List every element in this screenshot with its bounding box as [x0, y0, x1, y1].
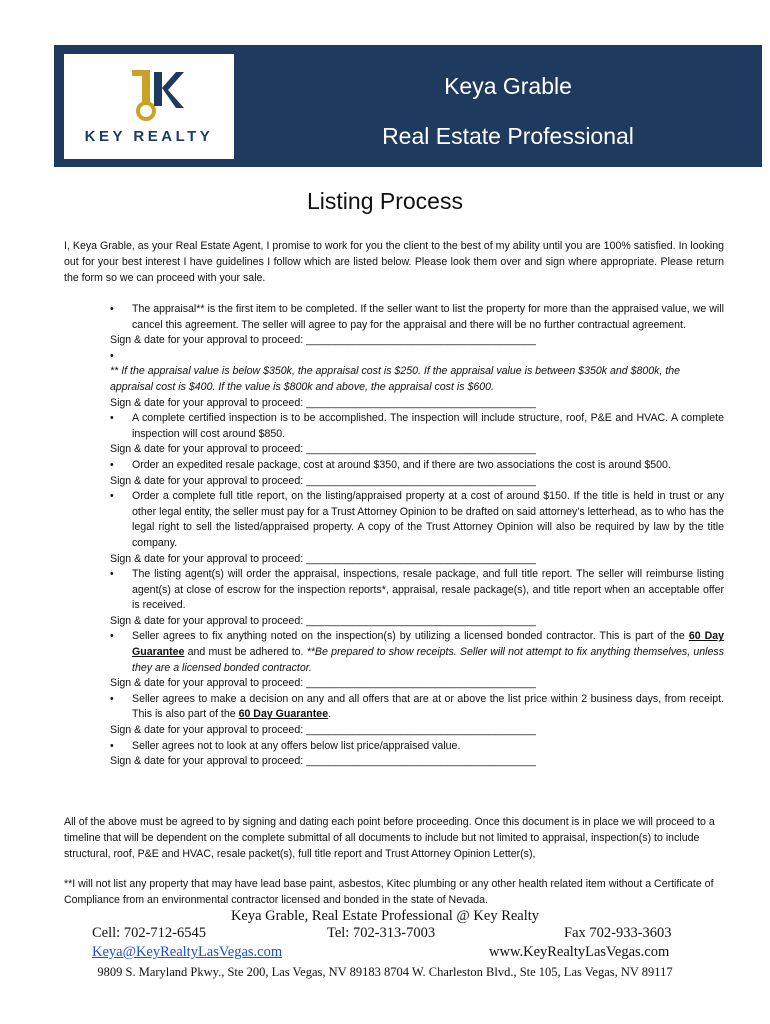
list-item: • Order a complete full title report, on the listing/appraised property at a cost of around $150. If the title is held in trust or any other legal entity, the seller must pay for a Trust Attorney Opinion to be drafted on said attorney's letterhead, as to who has the legal right to sell the listed/appraised property. A copy of the Trust Attorney Opinion will also be required by law by the title company. [110, 490, 724, 549]
bullet-icon: • [110, 692, 114, 705]
bullet-icon: • [110, 490, 114, 503]
sign-line[interactable]: Sign & date for your approval to proceed: _______________________________________ [110, 552, 536, 565]
sign-line[interactable]: Sign & date for your approval to proceed: _______________________________________ [110, 677, 536, 690]
footer [0, 908, 770, 980]
guarantee-label: 60 Day Guarantee [238, 708, 329, 721]
list-item [110, 349, 724, 365]
sign-line[interactable]: Sign & date for your approval to proceed: _______________________________________ [110, 474, 536, 487]
website-text: www.KeyRealtyLasVegas.com [489, 944, 670, 960]
sign-line[interactable]: Sign & date for your approval to proceed: _______________________________________ [110, 724, 536, 737]
sign-line[interactable]: Sign & date for your approval to proceed: _______________________________________ [110, 396, 536, 409]
list-item: • The listing agent(s) will order the appraisal, inspections, resale package, and full title report. The seller will reimburse listing agent(s) at close of escrow for the inspection reports*, appraisal, resale package(s), and title report when an acceptable offer is received. [110, 568, 724, 612]
cell-number: Cell: 702-712-6545 [92, 925, 206, 941]
key-logo-icon [124, 66, 184, 122]
footer-links [0, 944, 770, 963]
list-item: • Seller agrees to make a decision on any and all offers that are at or above the list price within 2 business days, from receipt. This is also part of the 60 Day Guarantee. [110, 692, 724, 721]
sign-line[interactable]: Sign & date for your approval to proceed: _______________________________________ [110, 614, 536, 627]
bullet-icon: • [110, 630, 114, 643]
logo-text: KEY REALTY [84, 128, 214, 145]
footer-title: Keya Grable, Real Estate Professional @ Key Realty [230, 908, 540, 924]
footer-phones [0, 925, 770, 944]
intro-paragraph: I, Keya Grable, as your Real Estate Agent, I promise to work for you the client to the best of my ability until you are 100% satisfied. In looking out for your best interest I have guidelines I follow which are listed below. Please look them over and sign where appropriate. Please return the form so we can proceed with your sale. [64, 240, 724, 284]
bullet-icon: • [110, 349, 114, 362]
list-item: • Order an expedited resale package, cost at around $350, and if there are two associations the cost is around $500. [110, 458, 724, 474]
footer-address: 9809 S. Maryland Pkwy., Ste 200, Las Vegas, NV 89183 8704 W. Charleston Blvd., Ste 105, Las Vegas, NV 89117 [97, 965, 673, 979]
bullet-icon: • [110, 458, 114, 471]
tel-number: Tel: 702-313-7003 [327, 925, 436, 941]
header-banner [54, 45, 762, 167]
sign-line[interactable]: Sign & date for your approval to proceed: _______________________________________ [110, 334, 536, 347]
agent-name: Keya Grable [444, 73, 572, 99]
bullet-icon: • [110, 568, 114, 581]
list-item: • Seller agrees to fix anything noted on the inspection(s) by utilizing a licensed bonded contractor. This is part of the 60 Day Guarantee and must be adhered to. **Be prepared to show receipts. Seller will not attempt to fix anything themselves, unless they are a licensed bonded contractor. [110, 630, 724, 674]
bullet-icon: • [110, 739, 114, 752]
bullet-icon: • [110, 303, 114, 315]
key-realty-logo [64, 54, 234, 159]
sign-line[interactable]: Sign & date for your approval to proceed: _______________________________________ [110, 755, 536, 768]
document-title: Listing Process [307, 188, 463, 214]
guidelines-list [110, 302, 724, 770]
fax-number: Fax 702-933-3603 [564, 925, 672, 941]
closing-paragraph: All of the above must be agreed to by signing and dating each point before proceeding. Once this document is in place we will proceed to a timeline that will be dependent on the complete submittal of all documents to include but not limited to appraisal, inspection(s) to include structural, roof, P&E and HVAC, resale packet(s), full title report and Trust Attorney Opinion Letter(s), [64, 816, 715, 860]
list-item: • The appraisal** is the first item to be completed. If the seller want to list the property for more than the appraised value, we will cancel this agreement. The seller will agree to pay for the appraisal and there will be no further contractual agreement. [110, 303, 724, 331]
email-link[interactable]: Keya@KeyRealtyLasVegas.com [92, 944, 283, 960]
list-item: • Seller agrees not to look at any offers below list price/appraised value. [110, 739, 724, 755]
sign-line[interactable]: Sign & date for your approval to proceed: _______________________________________ [110, 443, 536, 456]
guarantee-label: 60 Day Guarantee [132, 630, 724, 659]
appraisal-note: ** If the appraisal value is below $350k, the appraisal cost is $250. If the appraisal value is between $350k and $800k, the appraisal cost is $400. If the value is $800k and above, the appraisal cost is $600. [110, 365, 681, 393]
list-item: • A complete certified inspection is to be accomplished. The inspection will include structure, roof, P&E and HVAC. A complete inspection will cost around $850. [110, 412, 724, 440]
agent-title: Real Estate Professional [382, 123, 634, 149]
bullet-icon: • [110, 412, 114, 425]
footnote: **I will not list any property that may have lead base paint, asbestos, Kitec plumbing or any other health related item without a Certificate of Compliance from an environmental contractor licensed and bonded in the state of Nevada. [64, 878, 714, 906]
